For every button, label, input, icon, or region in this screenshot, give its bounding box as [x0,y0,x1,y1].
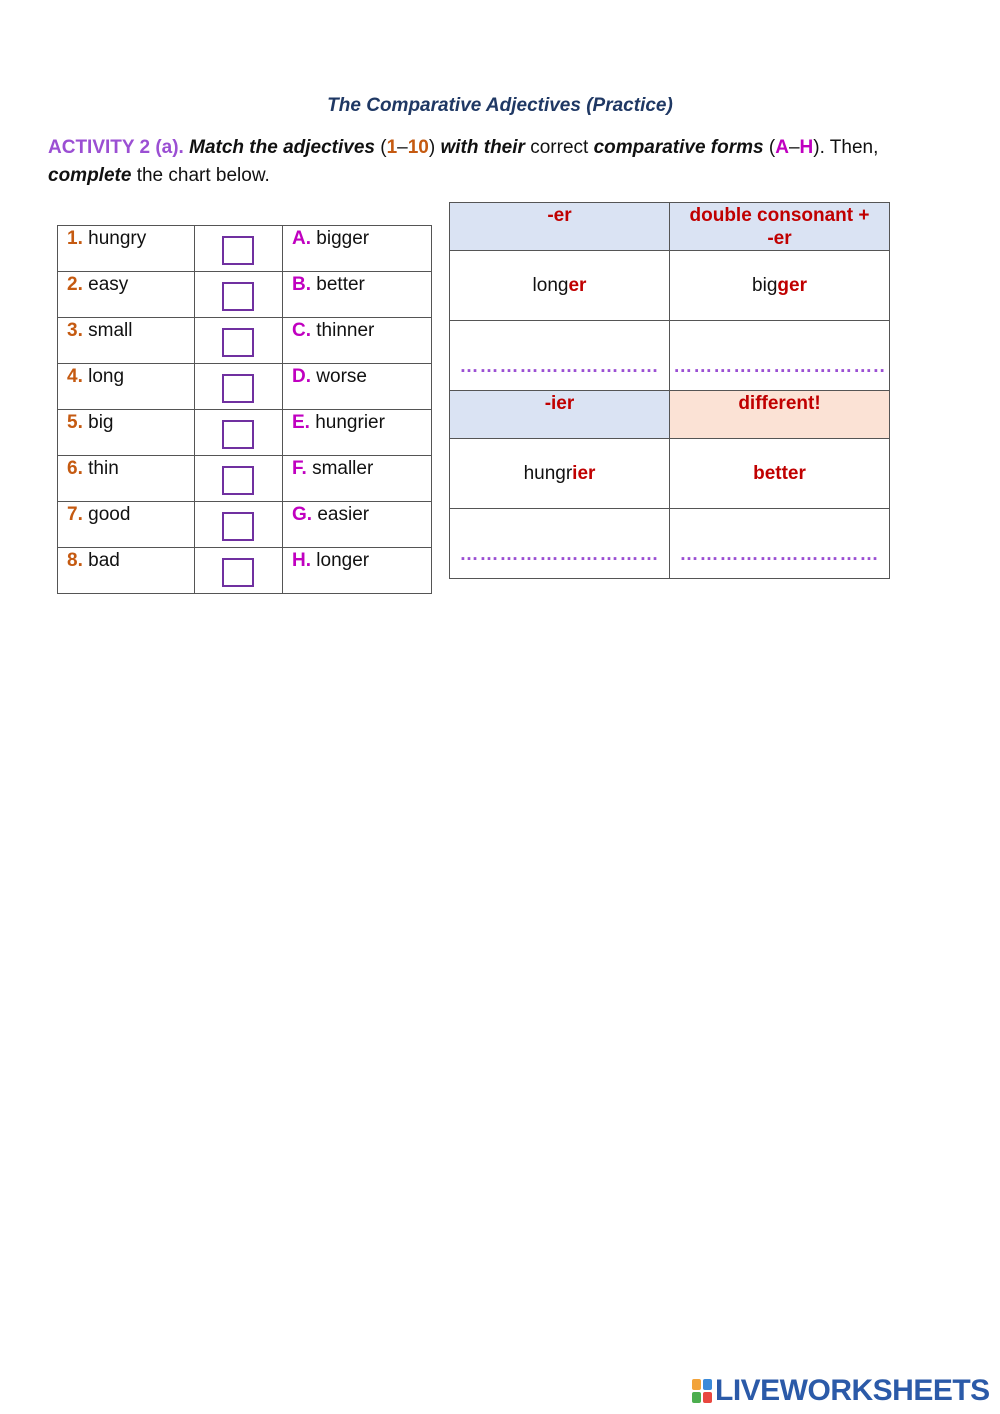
chart-blank-ier[interactable] [450,509,670,579]
adjective-number: 7. [67,504,83,525]
answer-box[interactable] [222,282,254,311]
answer-cell[interactable] [195,502,283,548]
instr-text-1: Match the adjectives [189,137,375,158]
chart-example-better: better [670,439,890,509]
activity-label: ACTIVITY 2 (a). [48,137,184,158]
match-row [58,410,432,456]
chart-blank-double[interactable] [670,321,890,391]
matching-table [57,225,432,594]
instr-text-4: comparative forms [593,137,764,158]
chart-example-bigger: bigger [670,251,890,321]
answer-cell[interactable] [195,456,283,502]
instr-paren-open: ( [380,137,387,158]
blank-answer-field[interactable]: ………………………… [459,544,660,565]
chart-example-longer: longer [450,251,670,321]
adjective-number: 1. [67,228,83,249]
adjective-word: hungry [88,228,147,249]
comparative-cell [283,456,432,502]
adjective-cell [58,272,195,318]
comparative-word: smaller [312,458,374,479]
instr-letter-end: H [799,137,814,158]
instr-text-5: ). Then, [813,137,879,158]
chart-header-ier: -ier [450,391,670,439]
adjective-word: small [88,320,133,341]
chart-blank-er[interactable] [450,321,670,391]
comparative-letter: B. [292,274,311,295]
match-row [58,226,432,272]
adjective-cell [58,456,195,502]
comparative-letter: G. [292,504,313,525]
answer-box[interactable] [222,236,254,265]
match-row [58,548,432,594]
answer-cell[interactable] [195,272,283,318]
liveworksheets-logo [692,1374,990,1408]
match-row [58,272,432,318]
blank-answer-field[interactable]: ………………………….. [673,356,886,377]
adjective-cell [58,410,195,456]
adjective-cell [58,548,195,594]
adjective-number: 2. [67,274,83,295]
instr-text-6: complete [48,165,132,186]
adjective-word: long [88,366,125,387]
instr-paren-close: ) [428,137,436,158]
adjective-word: big [88,412,114,433]
chart-header-double-consonant: double consonant + -er [670,203,890,251]
comparative-cell [283,364,432,410]
comparative-cell [283,226,432,272]
adjective-word: bad [88,550,120,571]
instr-text-2: with their [440,137,525,158]
comparative-cell [283,318,432,364]
match-row [58,502,432,548]
adjective-cell [58,364,195,410]
answer-cell[interactable] [195,548,283,594]
comparative-letter: C. [292,320,311,341]
answer-box[interactable] [222,512,254,541]
answer-cell[interactable] [195,364,283,410]
chart-header-different: different! [670,391,890,439]
adjective-cell [58,226,195,272]
adjective-number: 4. [67,366,83,387]
comparative-word: worse [316,366,367,387]
adjective-cell [58,502,195,548]
comparative-word: easier [317,504,370,525]
instr-text-7: the chart below. [136,165,270,186]
adjective-number: 8. [67,550,83,571]
adjective-word: thin [88,458,119,479]
comparative-cell [283,410,432,456]
comparative-word: thinner [316,320,375,341]
blank-answer-field[interactable]: ………………………… [679,544,880,565]
answer-box[interactable] [222,374,254,403]
answer-box[interactable] [222,466,254,495]
comparative-letter: A. [292,228,311,249]
answer-cell[interactable] [195,226,283,272]
comparative-letter: F. [292,458,307,479]
instr-num-end: 10 [407,137,429,158]
adjective-word: good [88,504,131,525]
page-title: The Comparative Adjectives (Practice) [327,95,673,116]
activity-instructions [48,134,948,190]
chart-header-er: -er [450,203,670,251]
instr-dash-2: – [788,137,800,158]
comparative-letter: E. [292,412,310,433]
adjective-number: 3. [67,320,83,341]
instr-paren-open-2: ( [768,137,776,158]
logo-text: LIVEWORKSHEETS [715,1374,990,1407]
answer-cell[interactable] [195,318,283,364]
answer-cell[interactable] [195,410,283,456]
match-row [58,456,432,502]
answer-box[interactable] [222,420,254,449]
answer-box[interactable] [222,558,254,587]
chart-blank-different[interactable] [670,509,890,579]
adjective-cell [58,318,195,364]
instr-letter-start: A [775,137,789,158]
instr-text-3: correct [530,137,589,158]
adjective-word: easy [88,274,129,295]
adjective-number: 5. [67,412,83,433]
instr-num-start: 1 [386,137,398,158]
answer-box[interactable] [222,328,254,357]
chart-example-hungrier: hungrier [450,439,670,509]
instr-dash: – [397,137,408,158]
comparative-word: better [316,274,365,295]
liveworksheets-logo-icon [692,1379,712,1403]
comparative-letter: D. [292,366,311,387]
comparative-cell [283,502,432,548]
comparative-word: hungrier [315,412,385,433]
comparative-chart [449,202,890,579]
comparative-word: longer [316,550,370,571]
comparative-cell [283,272,432,318]
match-row [58,318,432,364]
comparative-cell [283,548,432,594]
comparative-word: bigger [316,228,370,249]
comparative-letter: H. [292,550,311,571]
adjective-number: 6. [67,458,83,479]
match-row [58,364,432,410]
blank-answer-field[interactable]: ………………………… [459,356,660,377]
